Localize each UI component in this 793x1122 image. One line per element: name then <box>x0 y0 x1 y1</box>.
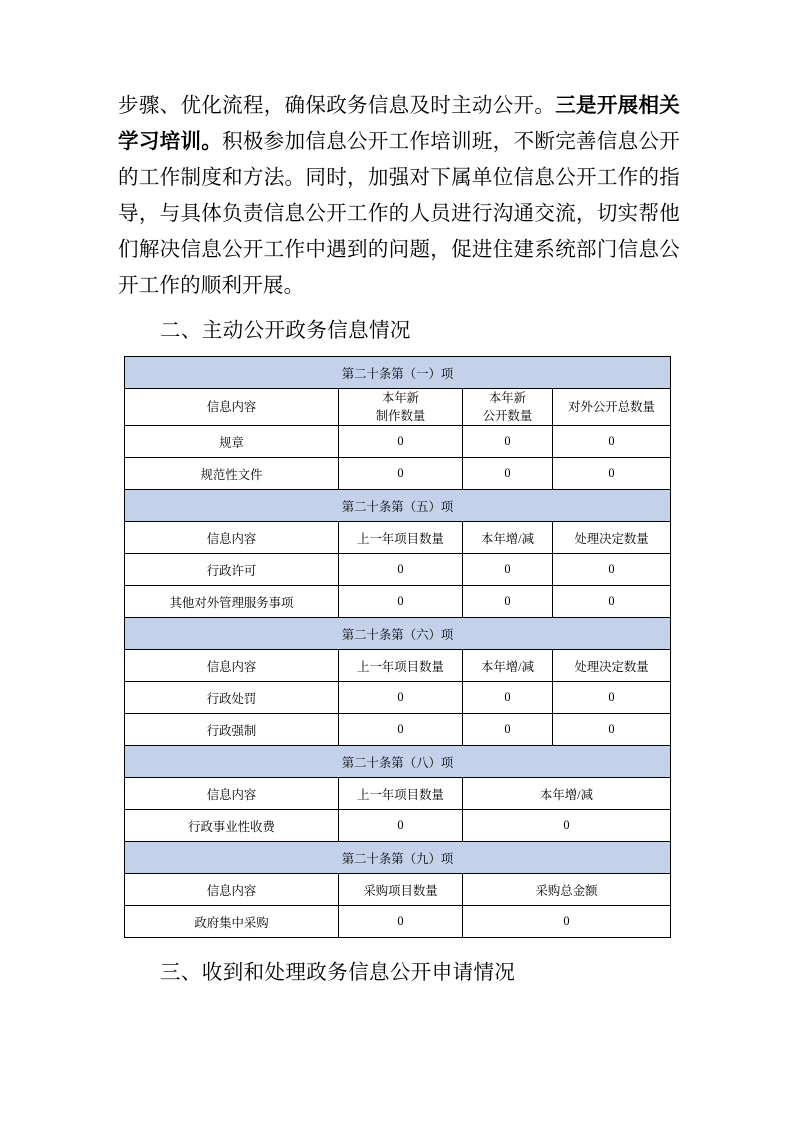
paragraph-text-part1: 步骤、优化流程，确保政务信息及时主动公开。 <box>118 95 556 117</box>
header-cell-purchase-count: 采购项目数量 <box>339 874 463 906</box>
header-line-2: 制作数量 <box>375 409 426 423</box>
row-value: 0 <box>339 714 463 746</box>
row-value: 0 <box>339 682 463 714</box>
row-value: 0 <box>463 426 553 458</box>
header-line-1: 本年新 <box>488 391 527 405</box>
table-header-row <box>125 650 671 682</box>
row-label: 规章 <box>125 426 339 458</box>
table-row <box>125 554 671 586</box>
row-label: 政府集中采购 <box>125 906 339 938</box>
disclosure-table <box>124 356 671 938</box>
header-cell-new-disclosed <box>463 389 553 426</box>
section-heading-two: 二、主动公开政务信息情况 <box>160 320 411 342</box>
table-band-row <box>125 357 671 389</box>
table-header-row <box>125 389 671 426</box>
row-value: 0 <box>339 586 463 618</box>
row-value: 0 <box>553 426 671 458</box>
row-value: 0 <box>553 554 671 586</box>
header-cell-year-change: 本年增/减 <box>463 778 671 810</box>
row-label: 其他对外管理服务事项 <box>125 586 339 618</box>
row-value: 0 <box>463 714 553 746</box>
header-cell-info: 信息内容 <box>125 650 339 682</box>
row-label: 行政强制 <box>125 714 339 746</box>
header-cell-info: 信息内容 <box>125 522 339 554</box>
header-cell-info: 信息内容 <box>125 874 339 906</box>
table-row <box>125 714 671 746</box>
table-row <box>125 810 671 842</box>
header-cell-year-change: 本年增/减 <box>463 650 553 682</box>
header-cell-total-disclosed: 对外公开总数量 <box>553 389 671 426</box>
table-band-row <box>125 490 671 522</box>
row-value: 0 <box>339 458 463 490</box>
header-cell-new-created <box>339 389 463 426</box>
row-value: 0 <box>339 810 463 842</box>
section-heading-three: 三、收到和处理政务信息公开申请情况 <box>160 962 516 984</box>
header-line-1: 本年新 <box>381 391 420 405</box>
band-label: 第二十条第（九）项 <box>125 842 671 874</box>
band-label: 第二十条第（八）项 <box>125 746 671 778</box>
header-cell-prev-year-count: 上一年项目数量 <box>339 522 463 554</box>
table-row <box>125 682 671 714</box>
row-label: 行政许可 <box>125 554 339 586</box>
band-label: 第二十条第（六）项 <box>125 618 671 650</box>
row-value: 0 <box>463 682 553 714</box>
table-band-row <box>125 746 671 778</box>
row-value: 0 <box>553 586 671 618</box>
header-cell-info: 信息内容 <box>125 778 339 810</box>
table-row <box>125 426 671 458</box>
row-value: 0 <box>339 426 463 458</box>
row-label: 规范性文件 <box>125 458 339 490</box>
row-value: 0 <box>339 554 463 586</box>
row-value: 0 <box>463 906 671 938</box>
table-band-row <box>125 618 671 650</box>
row-label: 行政处罚 <box>125 682 339 714</box>
table-header-row <box>125 778 671 810</box>
row-label: 行政事业性收费 <box>125 810 339 842</box>
table-row <box>125 906 671 938</box>
header-cell-decisions: 处理决定数量 <box>553 650 671 682</box>
row-value: 0 <box>463 810 671 842</box>
header-cell-prev-year-count: 上一年项目数量 <box>339 650 463 682</box>
table-band-row <box>125 842 671 874</box>
band-label: 第二十条第（一）项 <box>125 357 671 389</box>
table-row <box>125 586 671 618</box>
paragraph-text-bold: 三是开展相关学习培训。 <box>118 95 680 153</box>
header-line-2: 公开数量 <box>482 409 533 423</box>
table-header-row <box>125 522 671 554</box>
header-cell-decisions: 处理决定数量 <box>553 522 671 554</box>
header-cell-prev-year-count: 上一年项目数量 <box>339 778 463 810</box>
row-value: 0 <box>553 458 671 490</box>
row-value: 0 <box>463 586 553 618</box>
body-paragraph <box>118 88 680 304</box>
paragraph-text-part2: 积极参加信息公开工作培训班，不断完善信息公开的工作制度和方法。同时，加强对下属单位信息公开工作的指导，与具体负责信息公开工作的人员进行沟通交流，切实帮他们解决信息公开工作中遇到的问题，促进住建系统部门信息公开工作的顺利开展。 <box>118 131 681 297</box>
row-value: 0 <box>463 554 553 586</box>
row-value: 0 <box>553 682 671 714</box>
header-cell-year-change: 本年增/减 <box>463 522 553 554</box>
band-label: 第二十条第（五）项 <box>125 490 671 522</box>
table-header-row <box>125 874 671 906</box>
row-value: 0 <box>553 714 671 746</box>
header-cell-purchase-amount: 采购总金额 <box>463 874 671 906</box>
table-row <box>125 458 671 490</box>
row-value: 0 <box>463 458 553 490</box>
row-value: 0 <box>339 906 463 938</box>
header-cell-info: 信息内容 <box>125 389 339 426</box>
